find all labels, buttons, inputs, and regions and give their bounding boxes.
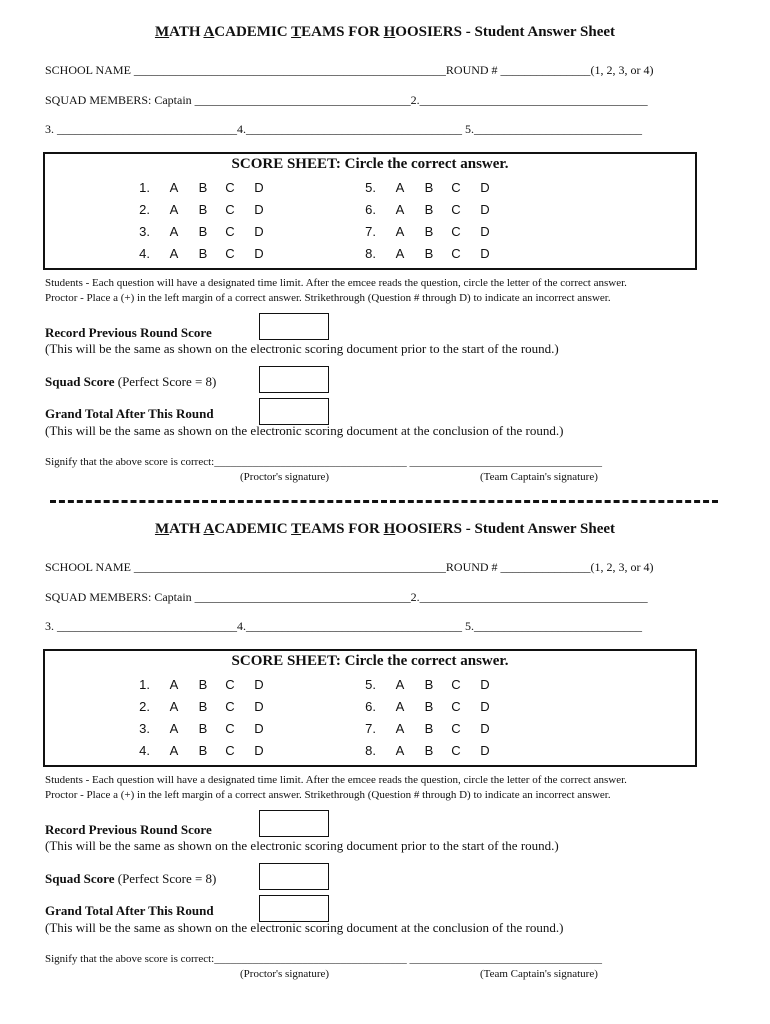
choice-b[interactable]: B — [198, 721, 208, 736]
squad-score-label: Squad Score (Perfect Score = 8) — [45, 374, 217, 389]
choice-c[interactable]: C — [451, 699, 461, 714]
choice-c[interactable]: C — [225, 246, 235, 261]
answer-sheet-bottom — [0, 497, 770, 997]
choice-c[interactable]: C — [225, 180, 235, 195]
choice-c[interactable]: C — [451, 246, 461, 261]
school-name-line[interactable]: SCHOOL NAME ____________________________________________________ROUND # _______________(1, 2, 3, or 4) — [45, 63, 654, 77]
choice-d[interactable]: D — [480, 699, 490, 714]
choice-d[interactable]: D — [254, 677, 264, 692]
choice-a[interactable]: A — [395, 246, 405, 261]
choice-c[interactable]: C — [225, 699, 235, 714]
choice-a[interactable]: A — [395, 180, 405, 195]
choice-d[interactable]: D — [254, 224, 264, 239]
score-sheet-box: SCORE SHEET: Circle the correct answer. 1. A B C D 2. A B C D 3. A B C D 4. A B C D 5. A B C D 6. A B C D 7. A B C D 8. A B C D — [43, 649, 697, 767]
choice-a[interactable]: A — [169, 224, 179, 239]
choice-a[interactable]: A — [169, 180, 179, 195]
grand-total-box[interactable] — [259, 398, 329, 425]
choice-b[interactable]: B — [424, 677, 434, 692]
squad-score-box[interactable] — [259, 366, 329, 393]
captain-signature-label: (Team Captain's signature) — [480, 968, 598, 980]
choice-b[interactable]: B — [424, 180, 434, 195]
proctor-signature-label: (Proctor's signature) — [240, 968, 330, 980]
squad-members-line[interactable]: SQUAD MEMBERS: Captain ____________________________________2.______________________________________ — [45, 590, 648, 604]
choice-b[interactable]: B — [198, 224, 208, 239]
choice-d[interactable]: D — [254, 246, 264, 261]
choice-b[interactable]: B — [198, 180, 208, 195]
choice-a[interactable]: A — [395, 224, 405, 239]
choice-b[interactable]: B — [424, 721, 434, 736]
choice-a[interactable]: A — [395, 743, 405, 758]
score-sheet-title: SCORE SHEET: Circle the correct answer. — [231, 156, 509, 172]
choice-c[interactable]: C — [451, 224, 461, 239]
school-name-line[interactable]: SCHOOL NAME ____________________________________________________ROUND # _______________(1, 2, 3, or 4) — [45, 560, 654, 574]
choice-c[interactable]: C — [451, 180, 461, 195]
grand-total-box[interactable] — [259, 895, 329, 922]
choice-c[interactable]: C — [225, 743, 235, 758]
proctor-instructions: Proctor - Place a (+) in the left margin of a correct answer. Strikethrough (Question # through D) to indicate an incorrect answer. — [45, 789, 611, 801]
grand-total-label: Grand Total After This Round — [45, 406, 214, 421]
students-instructions: Students - Each question will have a designated time limit. After the emcee reads the question, circle the letter of the correct answer. — [45, 774, 627, 786]
choice-d[interactable]: D — [254, 721, 264, 736]
choice-b[interactable]: B — [198, 743, 208, 758]
choice-a[interactable]: A — [395, 699, 405, 714]
choice-d[interactable]: D — [480, 246, 490, 261]
choice-b[interactable]: B — [424, 202, 434, 217]
choice-d[interactable]: D — [254, 699, 264, 714]
members-line[interactable]: 3. ______________________________4.____________________________________ 5.____________________________ — [45, 619, 642, 633]
choice-a[interactable]: A — [169, 721, 179, 736]
previous-score-box[interactable] — [259, 313, 329, 340]
squad-score-box[interactable] — [259, 863, 329, 890]
choice-b[interactable]: B — [198, 202, 208, 217]
choice-d[interactable]: D — [480, 224, 490, 239]
previous-score-note: (This will be the same as shown on the electronic scoring document prior to the start of the round.) — [45, 341, 559, 356]
choice-a[interactable]: A — [169, 699, 179, 714]
choice-b[interactable]: B — [424, 743, 434, 758]
choice-d[interactable]: D — [254, 180, 264, 195]
proctor-signature-label: (Proctor's signature) — [240, 471, 330, 483]
choice-a[interactable]: A — [169, 202, 179, 217]
choice-d[interactable]: D — [480, 743, 490, 758]
choice-c[interactable]: C — [225, 677, 235, 692]
choice-a[interactable]: A — [395, 677, 405, 692]
choice-c[interactable]: C — [451, 677, 461, 692]
choice-a[interactable]: A — [169, 677, 179, 692]
choice-b[interactable]: B — [198, 677, 208, 692]
signature-line[interactable]: Signify that the above score is correct:___________________________________ ___________________________________ — [45, 456, 602, 468]
choice-d[interactable]: D — [480, 202, 490, 217]
choice-b[interactable]: B — [424, 699, 434, 714]
choice-a[interactable]: A — [395, 202, 405, 217]
choice-c[interactable]: C — [451, 743, 461, 758]
choice-c[interactable]: C — [225, 224, 235, 239]
choice-b[interactable]: B — [198, 246, 208, 261]
score-sheet-title: SCORE SHEET: Circle the correct answer. — [231, 653, 509, 669]
choice-a[interactable]: A — [169, 246, 179, 261]
choice-b[interactable]: B — [424, 224, 434, 239]
students-instructions: Students - Each question will have a designated time limit. After the emcee reads the question, circle the letter of the correct answer. — [45, 277, 627, 289]
sheet-title: MATH ACADEMIC TEAMS FOR HOOSIERS - Student Answer Sheet — [154, 24, 616, 40]
captain-signature-label: (Team Captain's signature) — [480, 471, 598, 483]
choice-d[interactable]: D — [254, 202, 264, 217]
score-sheet-box: SCORE SHEET: Circle the correct answer. 1. A B C D 2. A B C D 3. A B C D 4. A B C D 5. A B C D 6. A B C D 7. A B C D 8. A B C D — [43, 152, 697, 270]
choice-b[interactable]: B — [198, 699, 208, 714]
previous-score-label: Record Previous Round Score — [45, 325, 212, 340]
sheet-title: MATH ACADEMIC TEAMS FOR HOOSIERS - Student Answer Sheet — [154, 521, 616, 537]
previous-score-note: (This will be the same as shown on the electronic scoring document prior to the start of the round.) — [45, 838, 559, 853]
grand-total-note: (This will be the same as shown on the electronic scoring document at the conclusion of the round.) — [45, 423, 564, 438]
answer-sheet-top — [0, 0, 770, 500]
choice-d[interactable]: D — [480, 721, 490, 736]
choice-a[interactable]: A — [169, 743, 179, 758]
choice-c[interactable]: C — [225, 202, 235, 217]
signature-line[interactable]: Signify that the above score is correct:___________________________________ ___________________________________ — [45, 953, 602, 965]
squad-score-label: Squad Score (Perfect Score = 8) — [45, 871, 217, 886]
previous-score-label: Record Previous Round Score — [45, 822, 212, 837]
choice-c[interactable]: C — [451, 721, 461, 736]
choice-c[interactable]: C — [451, 202, 461, 217]
choice-d[interactable]: D — [480, 677, 490, 692]
choice-d[interactable]: D — [254, 743, 264, 758]
squad-members-line[interactable]: SQUAD MEMBERS: Captain ____________________________________2.______________________________________ — [45, 93, 648, 107]
grand-total-label: Grand Total After This Round — [45, 903, 214, 918]
choice-c[interactable]: C — [225, 721, 235, 736]
members-line[interactable]: 3. ______________________________4.____________________________________ 5.____________________________ — [45, 122, 642, 136]
previous-score-box[interactable] — [259, 810, 329, 837]
choice-d[interactable]: D — [480, 180, 490, 195]
choice-b[interactable]: B — [424, 246, 434, 261]
proctor-instructions: Proctor - Place a (+) in the left margin of a correct answer. Strikethrough (Question # through D) to indicate an incorrect answer. — [45, 292, 611, 304]
choice-a[interactable]: A — [395, 721, 405, 736]
grand-total-note: (This will be the same as shown on the electronic scoring document at the conclusion of the round.) — [45, 920, 564, 935]
